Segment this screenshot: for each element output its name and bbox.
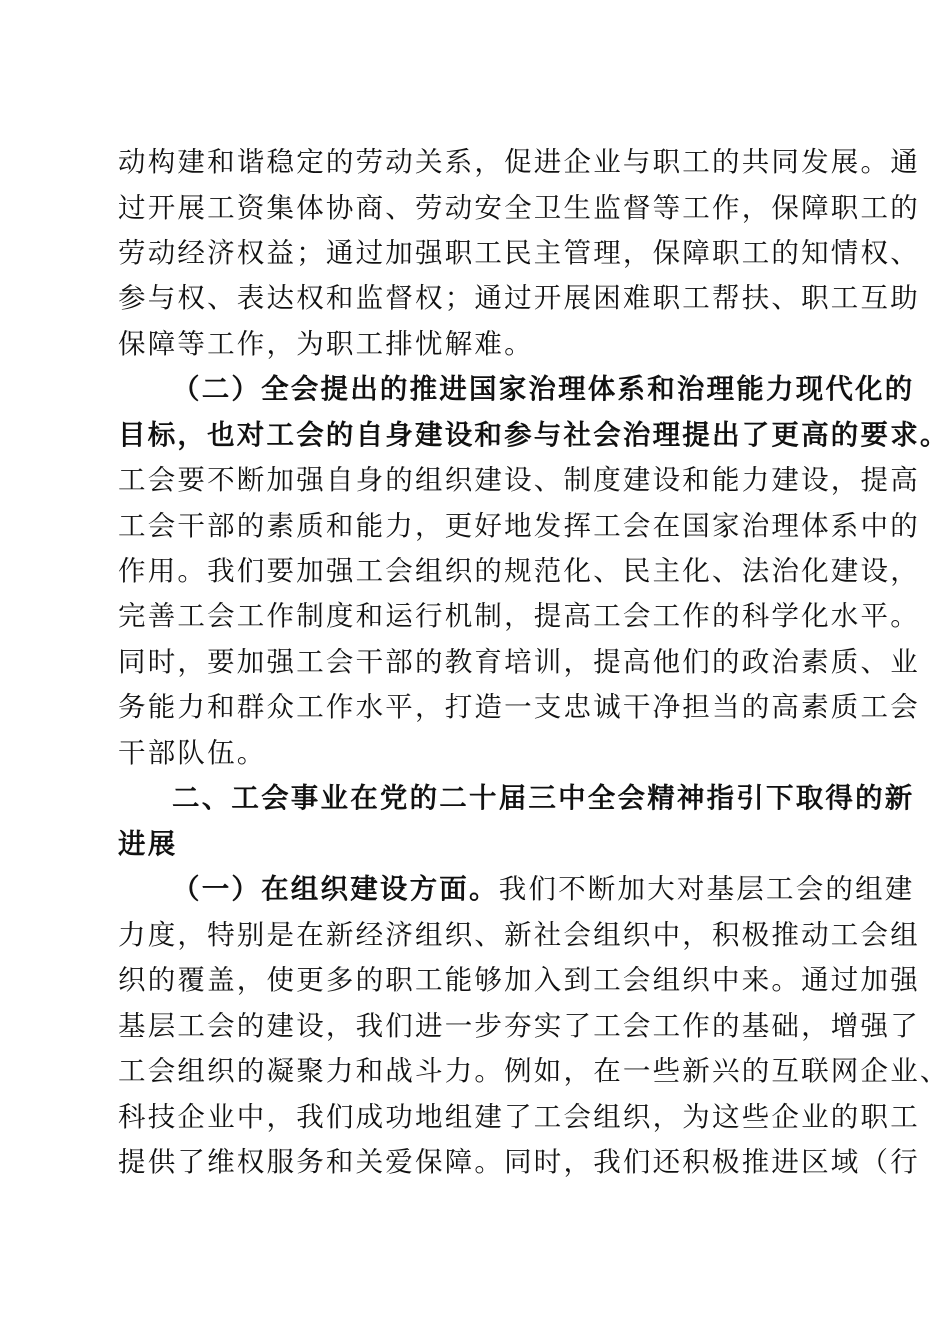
section-heading-line-1: 二、工会事业在党的二十届三中全会精神指引下取得的新 bbox=[172, 782, 915, 814]
paragraph-2-line-4: 完善工会工作制度和运行机制，提高工会工作的科学化水平。 bbox=[118, 600, 920, 632]
paragraph-2-line-3: 作用。我们要加强工会组织的规范化、民主化、法治化建设， bbox=[118, 555, 920, 587]
paragraph-1-line-1: 动构建和谐稳定的劳动关系，促进企业与职工的共同发展。通 bbox=[118, 146, 920, 178]
paragraph-3-line-2: 力度，特别是在新经济组织、新社会组织中，积极推动工会组 bbox=[118, 919, 920, 951]
paragraph-3-line-6: 科技企业中，我们成功地组建了工会组织，为这些企业的职工 bbox=[118, 1101, 920, 1133]
paragraph-2-line-1: 工会要不断加强自身的组织建设、制度建设和能力建设，提高 bbox=[118, 464, 920, 496]
paragraph-2-line-6: 务能力和群众工作水平，打造一支忠诚干净担当的高素质工会 bbox=[118, 691, 920, 723]
paragraph-3-line-5: 工会组织的凝聚力和战斗力。例如，在一些新兴的互联网企业、 bbox=[118, 1055, 950, 1087]
paragraph-1-line-2: 过开展工资集体协商、劳动安全卫生监督等工作，保障职工的 bbox=[118, 192, 920, 224]
paragraph-1-line-3: 劳动经济权益；通过加强职工民主管理，保障职工的知情权、 bbox=[118, 237, 920, 269]
paragraph-3-line-1 bbox=[172, 866, 915, 912]
paragraph-3-line-7: 提供了维权服务和关爱保障。同时，我们还积极推进区域（行 bbox=[118, 1146, 920, 1178]
paragraph-3-line-1-rest: 我们不断加大对基层工会的组建 bbox=[498, 873, 915, 905]
paragraph-2-line-5: 同时，要加强工会干部的教育培训，提高他们的政治素质、业 bbox=[118, 646, 920, 678]
paragraph-2-bold-line-2: 目标，也对工会的自身建设和参与社会治理提出了更高的要求。 bbox=[118, 419, 950, 451]
paragraph-2-line-7: 干部队伍。 bbox=[118, 737, 267, 769]
section-heading-line-2: 进展 bbox=[118, 828, 178, 860]
paragraph-3-line-3: 织的覆盖，使更多的职工能够加入到工会组织中来。通过加强 bbox=[118, 964, 920, 996]
paragraph-3-line-4: 基层工会的建设，我们进一步夯实了工会工作的基础，增强了 bbox=[118, 1010, 920, 1042]
paragraph-2-bold-line-1: （二）全会提出的推进国家治理体系和治理能力现代化的 bbox=[172, 373, 915, 405]
paragraph-3-lead: （一）在组织建设方面。 bbox=[172, 873, 499, 905]
paragraph-1-line-4: 参与权、表达权和监督权；通过开展困难职工帮扶、职工互助 bbox=[118, 282, 920, 314]
paragraph-2-line-2: 工会干部的素质和能力，更好地发挥工会在国家治理体系中的 bbox=[118, 510, 920, 542]
paragraph-1-line-5: 保障等工作，为职工排忧解难。 bbox=[118, 328, 534, 360]
